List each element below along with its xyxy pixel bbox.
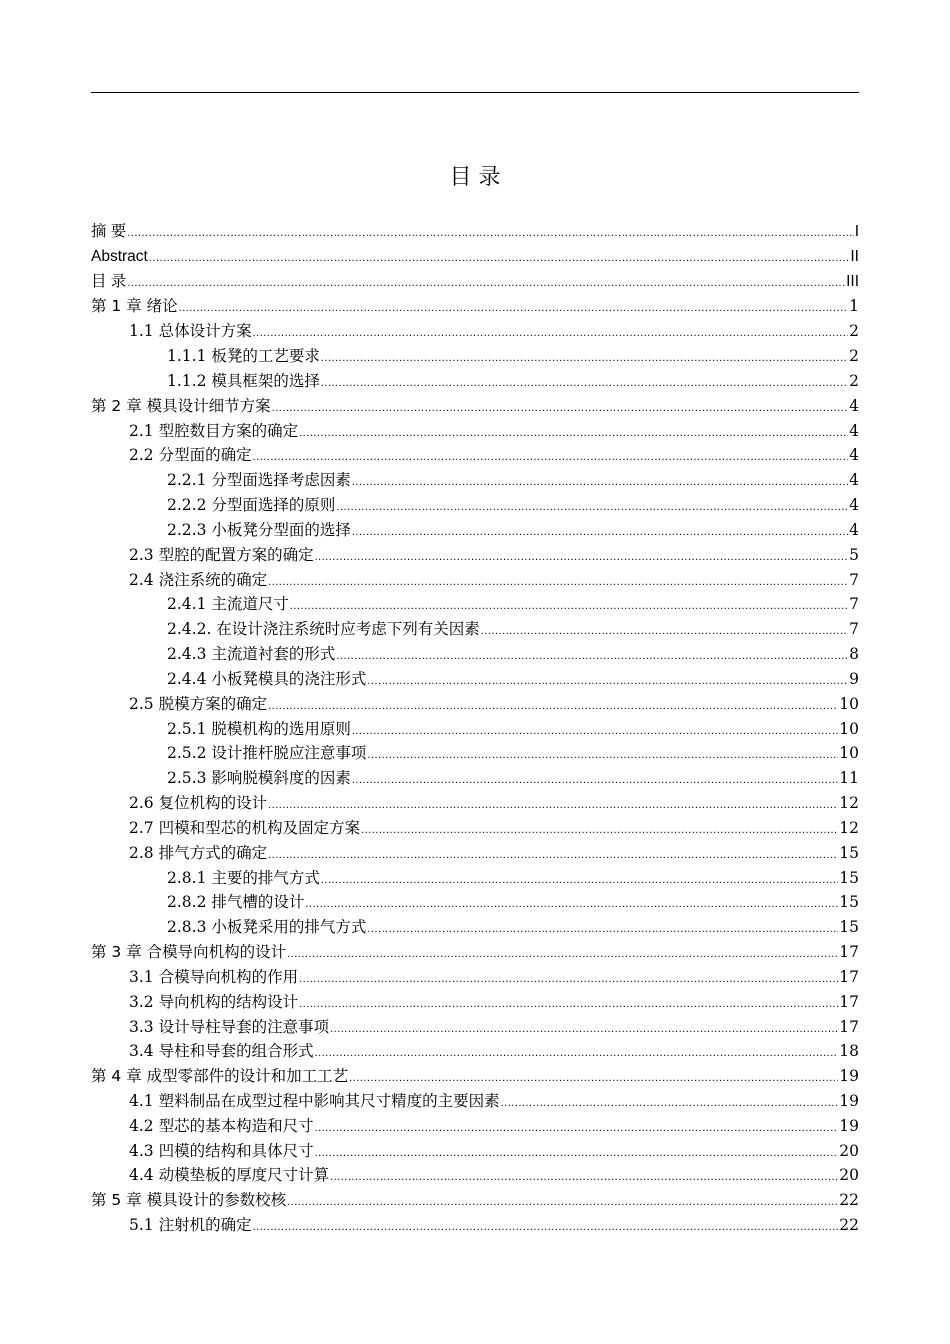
toc-entry-label: 4.2 型芯的基本构造和尺寸 <box>129 1116 314 1135</box>
toc-dot-leader <box>268 843 838 868</box>
toc-entry-label: 2.5.2 设计推杆脱应注意事项 <box>167 744 367 763</box>
toc-entry-label: 摘 要 <box>91 223 127 240</box>
toc-dot-leader <box>367 669 848 694</box>
toc-entry-page-number: 4 <box>849 496 859 515</box>
toc-entry-label: 2.4.1 主流道尺寸 <box>167 595 289 614</box>
toc-dot-leader <box>253 445 849 470</box>
toc-entry-label: 1.1 总体设计方案 <box>129 322 252 341</box>
toc-entry-page-number: 15 <box>839 893 859 912</box>
toc-entry-label: 2.5.1 脱模机构的选用原则 <box>167 719 351 738</box>
toc-dot-leader <box>352 768 838 793</box>
toc-entry-page-number: 4 <box>849 446 859 465</box>
toc-dot-leader <box>315 1116 839 1141</box>
toc-entry[interactable] <box>91 1114 859 1139</box>
toc-entry[interactable] <box>91 294 859 319</box>
toc-entry-page-number: 4 <box>849 421 859 440</box>
toc-dot-leader <box>268 570 848 595</box>
toc-entry[interactable] <box>91 270 859 295</box>
toc-entry[interactable] <box>91 443 859 468</box>
toc-entry[interactable] <box>91 692 859 717</box>
toc-entry-page-number: 15 <box>839 843 859 862</box>
header-rule <box>91 92 859 93</box>
toc-entry[interactable] <box>91 1139 859 1164</box>
toc-entry[interactable] <box>91 1188 859 1213</box>
toc-entry-label: 2.5.3 影响脱模斜度的因素 <box>167 769 351 788</box>
toc-entry-label: 2.5 脱模方案的确定 <box>129 694 268 713</box>
toc-entry-label: 第 2 章 模具设计细节方案 <box>91 396 271 415</box>
toc-entry-page-number: 17 <box>839 992 859 1011</box>
toc-entry[interactable] <box>91 841 859 866</box>
toc-entry-page-number: 15 <box>839 918 859 937</box>
toc-entry-label: 2.3 型腔的配置方案的确定 <box>129 545 314 564</box>
toc-entry[interactable] <box>91 1015 859 1040</box>
toc-entry[interactable] <box>91 568 859 593</box>
toc-entry-label: 第 3 章 合模导向机构的设计 <box>91 943 287 962</box>
toc-entry-page-number: 20 <box>839 1166 859 1185</box>
toc-entry-label: 1.1.1 板凳的工艺要求 <box>167 347 320 366</box>
toc-dot-leader <box>287 942 838 967</box>
toc-dot-leader <box>321 346 848 371</box>
toc-dot-leader <box>330 1165 838 1190</box>
toc-entry[interactable] <box>91 220 859 245</box>
toc-entry-page-number: 4 <box>849 520 859 539</box>
toc-entry-label: 第 1 章 绪论 <box>91 297 178 316</box>
toc-entry[interactable] <box>91 816 859 841</box>
toc-entry[interactable] <box>91 915 859 940</box>
toc-dot-leader <box>367 917 838 942</box>
toc-entry[interactable] <box>91 741 859 766</box>
toc-dot-leader <box>315 1141 839 1166</box>
toc-entry-page-number: 2 <box>849 322 859 341</box>
toc-dot-leader <box>299 421 848 446</box>
toc-entry-page-number: 10 <box>839 744 859 763</box>
toc-entry[interactable] <box>91 245 859 270</box>
toc-entry-page-number: 1 <box>849 297 859 316</box>
toc-entry-page-number: 7 <box>849 595 859 614</box>
toc-entry-label: 1.1.2 模具框架的选择 <box>167 371 320 390</box>
toc-dot-leader <box>367 743 838 768</box>
toc-entry-page-number: II <box>850 247 859 265</box>
toc-entry[interactable] <box>91 468 859 493</box>
toc-dot-leader <box>127 221 853 246</box>
toc-dot-leader <box>481 619 848 644</box>
toc-entry-page-number: 15 <box>839 868 859 887</box>
toc-dot-leader <box>253 321 849 346</box>
toc-dot-leader <box>149 246 850 271</box>
toc-entry-page-number: 12 <box>839 794 859 813</box>
toc-entry-page-number: 7 <box>849 570 859 589</box>
toc-entry-page-number: I <box>854 223 859 240</box>
toc-entry-label: 3.4 导柱和导套的组合形式 <box>129 1042 314 1061</box>
toc-dot-leader <box>290 594 848 619</box>
toc-entry[interactable] <box>91 940 859 965</box>
toc-dot-leader <box>336 495 848 520</box>
toc-entry[interactable] <box>91 369 859 394</box>
toc-dot-leader <box>299 992 838 1017</box>
toc-entry-page-number: 2 <box>849 371 859 390</box>
toc-dot-leader <box>127 271 845 296</box>
toc-entry-label: 2.2 分型面的确定 <box>129 446 252 465</box>
toc-entry-label: 2.4.2. 在设计浇注系统时应考虑下列有关因素 <box>167 620 480 639</box>
toc-entry-label: 4.4 动模垫板的厚度尺寸计算 <box>129 1166 330 1185</box>
toc-entry[interactable] <box>91 1213 859 1238</box>
toc-entry[interactable] <box>91 990 859 1015</box>
toc-entry-label: 5.1 注射机的确定 <box>129 1216 252 1235</box>
toc-entry[interactable] <box>91 1039 859 1064</box>
toc-entry-label: 2.2.2 分型面选择的原则 <box>167 496 336 515</box>
toc-entry-label: 2.8.2 排气槽的设计 <box>167 893 305 912</box>
toc-entry[interactable] <box>91 667 859 692</box>
toc-entry-page-number: 22 <box>839 1216 859 1235</box>
toc-entry[interactable] <box>91 1163 859 1188</box>
toc-entry-label: 2.4.3 主流道衬套的形式 <box>167 645 336 664</box>
toc-entry-page-number: 10 <box>839 694 859 713</box>
toc-entry[interactable] <box>91 592 859 617</box>
toc-dot-leader <box>321 371 848 396</box>
toc-entry[interactable] <box>91 1089 859 1114</box>
toc-entry[interactable] <box>91 419 859 444</box>
toc-entry-label: 4.1 塑料制品在成型过程中影响其尺寸精度的主要因素 <box>129 1091 500 1110</box>
toc-entry-page-number: 19 <box>839 1116 859 1135</box>
toc-dot-leader <box>352 470 848 495</box>
toc-entry-page-number: 4 <box>849 471 859 490</box>
toc-entry-page-number: 9 <box>849 669 859 688</box>
toc-entry-label: 3.1 合模导向机构的作用 <box>129 967 299 986</box>
toc-entry[interactable] <box>91 518 859 543</box>
toc-entry-page-number: 11 <box>839 769 859 788</box>
toc-dot-leader <box>349 1066 838 1091</box>
toc-entry-page-number: 5 <box>849 545 859 564</box>
toc-entry[interactable] <box>91 890 859 915</box>
toc-entry-label: 2.4 浇注系统的确定 <box>129 570 268 589</box>
toc-dot-leader <box>321 868 838 893</box>
toc-dot-leader <box>361 818 838 843</box>
toc-dot-leader <box>336 644 848 669</box>
toc-dot-leader <box>253 1215 839 1240</box>
toc-dot-leader <box>268 793 838 818</box>
toc-entry-label: 2.6 复位机构的设计 <box>129 794 268 813</box>
toc-entry[interactable] <box>91 493 859 518</box>
toc-entry[interactable] <box>91 394 859 419</box>
toc-dot-leader <box>287 1190 838 1215</box>
toc-dot-leader <box>501 1091 839 1116</box>
toc-entry-page-number: 4 <box>849 396 859 415</box>
toc-entry-page-number: 22 <box>839 1191 859 1210</box>
toc-entry-label: 2.4.4 小板凳模具的浇注形式 <box>167 669 367 688</box>
toc-entry-label: 目 录 <box>91 272 127 290</box>
toc-entry-label: 2.8.3 小板凳采用的排气方式 <box>167 918 367 937</box>
toc-dot-leader <box>272 396 848 421</box>
table-of-contents <box>91 220 859 1238</box>
toc-entry[interactable] <box>91 617 859 642</box>
toc-entry-label: 第 4 章 成型零部件的设计和加工工艺 <box>91 1067 349 1086</box>
toc-dot-leader <box>268 694 838 719</box>
toc-dot-leader <box>299 967 838 992</box>
toc-dot-leader <box>352 520 848 545</box>
toc-entry[interactable] <box>91 791 859 816</box>
toc-entry-page-number: 17 <box>839 943 859 962</box>
toc-entry-page-number: 19 <box>839 1091 859 1110</box>
toc-dot-leader <box>315 545 849 570</box>
toc-entry-page-number: 17 <box>839 1017 859 1036</box>
toc-dot-leader <box>305 892 838 917</box>
toc-entry[interactable] <box>91 543 859 568</box>
toc-entry-page-number: III <box>846 272 859 290</box>
toc-dot-leader <box>315 1041 839 1066</box>
toc-entry[interactable] <box>91 319 859 344</box>
toc-entry[interactable] <box>91 766 859 791</box>
toc-entry-page-number: 12 <box>839 818 859 837</box>
toc-dot-leader <box>179 296 848 321</box>
toc-entry-page-number: 20 <box>839 1141 859 1160</box>
toc-entry-page-number: 8 <box>849 645 859 664</box>
toc-entry[interactable] <box>91 642 859 667</box>
toc-entry-label: 2.1 型腔数目方案的确定 <box>129 421 299 440</box>
toc-entry[interactable] <box>91 717 859 742</box>
toc-entry-label: 2.2.1 分型面选择考虑因素 <box>167 471 351 490</box>
toc-entry-label: 第 5 章 模具设计的参数校核 <box>91 1191 287 1210</box>
toc-entry-label: 2.8.1 主要的排气方式 <box>167 868 320 887</box>
toc-entry-label: 4.3 凹模的结构和具体尺寸 <box>129 1141 314 1160</box>
toc-entry-page-number: 7 <box>849 620 859 639</box>
toc-entry-label: 2.8 排气方式的确定 <box>129 843 268 862</box>
toc-entry-label: Abstract <box>91 247 148 265</box>
toc-entry-page-number: 10 <box>839 719 859 738</box>
toc-dot-leader <box>330 1017 838 1042</box>
toc-entry-label: 2.7 凹模和型芯的机构及固定方案 <box>129 818 361 837</box>
toc-entry[interactable] <box>91 1064 859 1089</box>
toc-entry[interactable] <box>91 344 859 369</box>
toc-entry[interactable] <box>91 965 859 990</box>
toc-entry-page-number: 2 <box>849 347 859 366</box>
toc-entry-label: 2.2.3 小板凳分型面的选择 <box>167 520 351 539</box>
toc-dot-leader <box>352 719 838 744</box>
page-title: 目 录 <box>449 165 501 190</box>
toc-entry-page-number: 17 <box>839 967 859 986</box>
toc-entry-label: 3.3 设计导柱导套的注意事项 <box>129 1017 330 1036</box>
toc-entry-label: 3.2 导向机构的结构设计 <box>129 992 299 1011</box>
toc-entry[interactable] <box>91 866 859 891</box>
toc-entry-page-number: 19 <box>839 1067 859 1086</box>
toc-entry-page-number: 18 <box>839 1042 859 1061</box>
